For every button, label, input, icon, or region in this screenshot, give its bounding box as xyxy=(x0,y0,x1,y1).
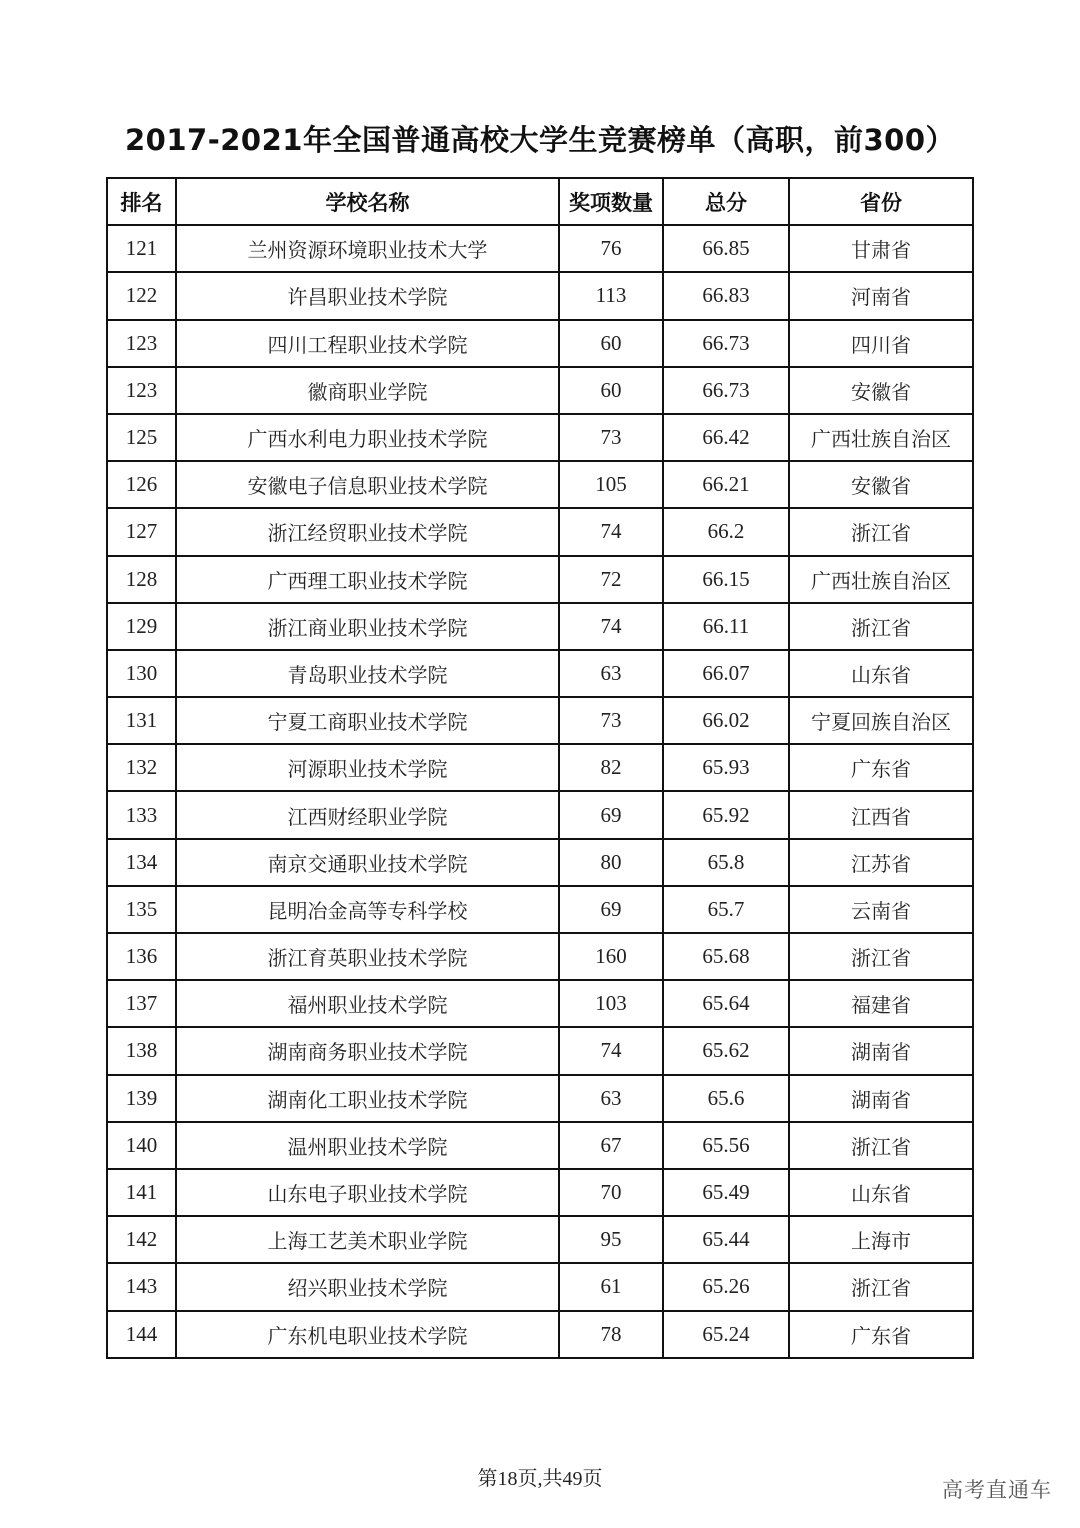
table-row xyxy=(107,272,973,319)
cell-award-count: 60 xyxy=(559,367,663,414)
cell-province: 安徽省 xyxy=(789,461,973,508)
cell-total-score: 65.93 xyxy=(663,744,789,791)
cell-province: 四川省 xyxy=(789,320,973,367)
cell-rank: 121 xyxy=(107,225,176,272)
table-row xyxy=(107,1311,973,1358)
cell-rank: 143 xyxy=(107,1263,176,1310)
cell-province: 浙江省 xyxy=(789,1263,973,1310)
cell-award-count: 67 xyxy=(559,1122,663,1169)
cell-province: 上海市 xyxy=(789,1216,973,1263)
cell-rank: 123 xyxy=(107,320,176,367)
cell-total-score: 66.73 xyxy=(663,367,789,414)
table-row xyxy=(107,461,973,508)
cell-rank: 123 xyxy=(107,367,176,414)
cell-award-count: 73 xyxy=(559,414,663,461)
table-row xyxy=(107,1263,973,1310)
cell-award-count: 69 xyxy=(559,791,663,838)
cell-total-score: 66.07 xyxy=(663,650,789,697)
table-row xyxy=(107,603,973,650)
cell-award-count: 82 xyxy=(559,744,663,791)
cell-rank: 130 xyxy=(107,650,176,697)
cell-rank: 131 xyxy=(107,697,176,744)
cell-school-name: 绍兴职业技术学院 xyxy=(176,1263,559,1310)
cell-total-score: 66.42 xyxy=(663,414,789,461)
table-row xyxy=(107,367,973,414)
cell-school-name: 浙江育英职业技术学院 xyxy=(176,933,559,980)
cell-school-name: 山东电子职业技术学院 xyxy=(176,1169,559,1216)
cell-province: 浙江省 xyxy=(789,508,973,555)
cell-total-score: 65.44 xyxy=(663,1216,789,1263)
cell-province: 云南省 xyxy=(789,886,973,933)
cell-province: 广西壮族自治区 xyxy=(789,414,973,461)
cell-province: 福建省 xyxy=(789,980,973,1027)
header-province: 省份 xyxy=(789,178,973,225)
table-row xyxy=(107,556,973,603)
cell-school-name: 江西财经职业学院 xyxy=(176,791,559,838)
cell-award-count: 76 xyxy=(559,225,663,272)
cell-school-name: 广西水利电力职业技术学院 xyxy=(176,414,559,461)
cell-total-score: 65.68 xyxy=(663,933,789,980)
cell-award-count: 95 xyxy=(559,1216,663,1263)
cell-rank: 129 xyxy=(107,603,176,650)
cell-total-score: 66.11 xyxy=(663,603,789,650)
cell-school-name: 浙江商业职业技术学院 xyxy=(176,603,559,650)
cell-school-name: 宁夏工商职业技术学院 xyxy=(176,697,559,744)
table-row xyxy=(107,320,973,367)
table-row xyxy=(107,886,973,933)
cell-rank: 137 xyxy=(107,980,176,1027)
cell-total-score: 65.8 xyxy=(663,839,789,886)
cell-total-score: 65.56 xyxy=(663,1122,789,1169)
cell-award-count: 78 xyxy=(559,1311,663,1358)
cell-award-count: 61 xyxy=(559,1263,663,1310)
cell-province: 湖南省 xyxy=(789,1027,973,1074)
cell-total-score: 66.02 xyxy=(663,697,789,744)
cell-total-score: 65.24 xyxy=(663,1311,789,1358)
cell-province: 广东省 xyxy=(789,744,973,791)
cell-rank: 142 xyxy=(107,1216,176,1263)
table-row xyxy=(107,839,973,886)
cell-total-score: 66.2 xyxy=(663,508,789,555)
cell-rank: 135 xyxy=(107,886,176,933)
cell-award-count: 103 xyxy=(559,980,663,1027)
cell-school-name: 许昌职业技术学院 xyxy=(176,272,559,319)
cell-province: 山东省 xyxy=(789,650,973,697)
table-row xyxy=(107,1216,973,1263)
cell-school-name: 河源职业技术学院 xyxy=(176,744,559,791)
cell-province: 浙江省 xyxy=(789,933,973,980)
cell-province: 广东省 xyxy=(789,1311,973,1358)
cell-school-name: 昆明冶金高等专科学校 xyxy=(176,886,559,933)
cell-rank: 128 xyxy=(107,556,176,603)
cell-rank: 140 xyxy=(107,1122,176,1169)
cell-school-name: 安徽电子信息职业技术学院 xyxy=(176,461,559,508)
cell-province: 宁夏回族自治区 xyxy=(789,697,973,744)
cell-award-count: 73 xyxy=(559,697,663,744)
cell-award-count: 74 xyxy=(559,508,663,555)
cell-rank: 132 xyxy=(107,744,176,791)
table-row xyxy=(107,1075,973,1122)
cell-total-score: 66.83 xyxy=(663,272,789,319)
cell-school-name: 广东机电职业技术学院 xyxy=(176,1311,559,1358)
cell-rank: 127 xyxy=(107,508,176,555)
table-row xyxy=(107,508,973,555)
cell-province: 湖南省 xyxy=(789,1075,973,1122)
header-total-score: 总分 xyxy=(663,178,789,225)
table-row xyxy=(107,933,973,980)
header-school-name: 学校名称 xyxy=(176,178,559,225)
cell-award-count: 69 xyxy=(559,886,663,933)
cell-school-name: 湖南商务职业技术学院 xyxy=(176,1027,559,1074)
cell-province: 广西壮族自治区 xyxy=(789,556,973,603)
cell-award-count: 70 xyxy=(559,1169,663,1216)
cell-award-count: 113 xyxy=(559,272,663,319)
cell-school-name: 浙江经贸职业技术学院 xyxy=(176,508,559,555)
cell-school-name: 兰州资源环境职业技术大学 xyxy=(176,225,559,272)
cell-rank: 125 xyxy=(107,414,176,461)
table-row xyxy=(107,1027,973,1074)
table-row xyxy=(107,980,973,1027)
cell-award-count: 80 xyxy=(559,839,663,886)
cell-school-name: 徽商职业学院 xyxy=(176,367,559,414)
cell-school-name: 上海工艺美术职业学院 xyxy=(176,1216,559,1263)
cell-province: 甘肃省 xyxy=(789,225,973,272)
cell-rank: 122 xyxy=(107,272,176,319)
cell-province: 浙江省 xyxy=(789,603,973,650)
cell-rank: 141 xyxy=(107,1169,176,1216)
cell-rank: 144 xyxy=(107,1311,176,1358)
cell-total-score: 65.92 xyxy=(663,791,789,838)
page-number: 第18页,共49页 xyxy=(477,1468,603,1490)
cell-award-count: 72 xyxy=(559,556,663,603)
cell-school-name: 广西理工职业技术学院 xyxy=(176,556,559,603)
table-header-row xyxy=(107,178,973,225)
cell-award-count: 74 xyxy=(559,603,663,650)
cell-school-name: 温州职业技术学院 xyxy=(176,1122,559,1169)
cell-award-count: 160 xyxy=(559,933,663,980)
cell-award-count: 63 xyxy=(559,1075,663,1122)
cell-school-name: 南京交通职业技术学院 xyxy=(176,839,559,886)
cell-rank: 126 xyxy=(107,461,176,508)
cell-total-score: 65.6 xyxy=(663,1075,789,1122)
cell-school-name: 四川工程职业技术学院 xyxy=(176,320,559,367)
cell-province: 安徽省 xyxy=(789,367,973,414)
header-award-count: 奖项数量 xyxy=(559,178,663,225)
cell-total-score: 66.73 xyxy=(663,320,789,367)
cell-total-score: 65.62 xyxy=(663,1027,789,1074)
cell-total-score: 65.26 xyxy=(663,1263,789,1310)
table-row xyxy=(107,1122,973,1169)
cell-province: 江西省 xyxy=(789,791,973,838)
cell-total-score: 66.15 xyxy=(663,556,789,603)
cell-rank: 133 xyxy=(107,791,176,838)
header-rank: 排名 xyxy=(107,178,176,225)
cell-province: 江苏省 xyxy=(789,839,973,886)
cell-rank: 138 xyxy=(107,1027,176,1074)
cell-total-score: 65.7 xyxy=(663,886,789,933)
cell-total-score: 66.85 xyxy=(663,225,789,272)
cell-award-count: 60 xyxy=(559,320,663,367)
table-row xyxy=(107,697,973,744)
table-body xyxy=(107,225,973,1358)
cell-total-score: 65.49 xyxy=(663,1169,789,1216)
cell-school-name: 青岛职业技术学院 xyxy=(176,650,559,697)
table-row xyxy=(107,650,973,697)
cell-rank: 134 xyxy=(107,839,176,886)
cell-province: 浙江省 xyxy=(789,1122,973,1169)
cell-rank: 136 xyxy=(107,933,176,980)
cell-rank: 139 xyxy=(107,1075,176,1122)
table-row xyxy=(107,225,973,272)
table-row xyxy=(107,744,973,791)
table-row xyxy=(107,1169,973,1216)
table-row xyxy=(107,791,973,838)
cell-school-name: 湖南化工职业技术学院 xyxy=(176,1075,559,1122)
cell-total-score: 66.21 xyxy=(663,461,789,508)
cell-total-score: 65.64 xyxy=(663,980,789,1027)
table-row xyxy=(107,414,973,461)
cell-school-name: 福州职业技术学院 xyxy=(176,980,559,1027)
cell-award-count: 63 xyxy=(559,650,663,697)
cell-province: 山东省 xyxy=(789,1169,973,1216)
page-title: 2017-2021年全国普通高校大学生竞赛榜单（高职，前300） xyxy=(125,123,955,157)
cell-award-count: 74 xyxy=(559,1027,663,1074)
cell-award-count: 105 xyxy=(559,461,663,508)
watermark-text: 高考直通车 xyxy=(942,1478,1052,1502)
ranking-table xyxy=(106,177,974,1359)
cell-province: 河南省 xyxy=(789,272,973,319)
